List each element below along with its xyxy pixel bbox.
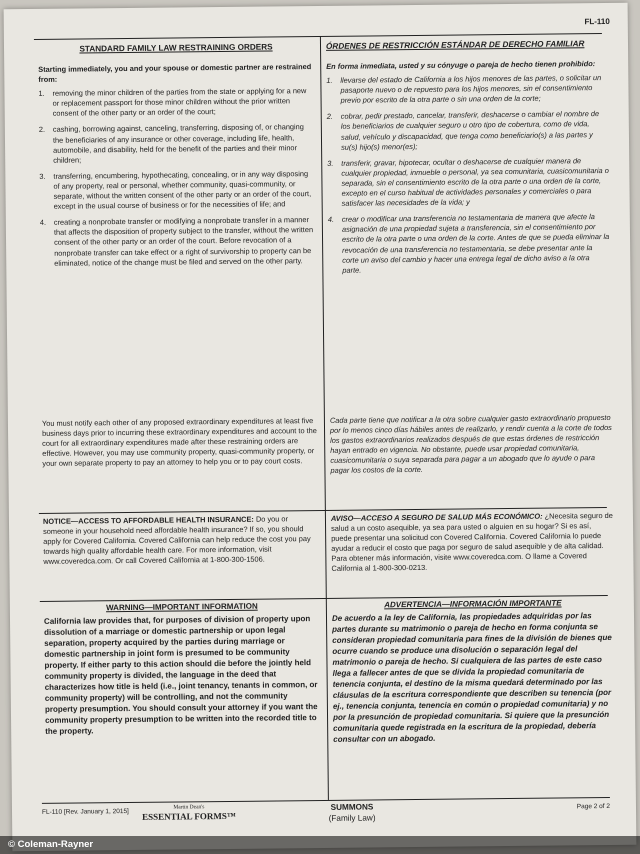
- restraining-en-item-number: 1.: [38, 89, 45, 99]
- health-en: [43, 514, 320, 567]
- restraining-es-item-text: transferir, gravar, hipotecar, ocultar o deshacerse de cualquier manera de cualquier propiedad, inmueble o personal, ya sea comunitaria, cuasicomunitaria o separada, sin el consentimiento escrito de la otra parte o una orden de la corte, excepto en el curso habitual de actividades personales y comerciales o para satisfacer las necesidades de la vida; y: [341, 156, 609, 208]
- form-page: [4, 3, 637, 851]
- photo-credit: © Coleman-Rayner: [8, 839, 94, 850]
- warning-en-text: California law provides that, for purposes of division of property upon dissolution of a marriage or domestic partnership or upon legal separation, property acquired by the parties during marriage or domestic partnership in joint form is presumed to be community property. If either party to this action should die before the jointly held community property is divided, the language in the deed that characterizes how title is held (i.e., joint tenancy, tenants in common, or community property) will be controlling, and not the community property presumption. You should consult your attorney if you want the community property presumption to be written into the recorded title to the property.: [43, 614, 318, 736]
- footer-title-block: [262, 801, 442, 825]
- restraining-es-lead: En forma inmediata, usted y su cónyuge o pareja de hecho tienen prohibido:: [326, 59, 596, 71]
- health-es: [331, 511, 614, 575]
- footer-subtitle: (Family Law): [328, 813, 376, 823]
- form-number: FL-110: [584, 16, 610, 27]
- restraining-en-item: [38, 86, 314, 119]
- restraining-en-item-number: 3.: [39, 171, 46, 181]
- restraining-en-item: [39, 123, 315, 166]
- health-en-title: NOTICE—ACCESS TO AFFORDABLE HEALTH INSURANCE:: [42, 514, 254, 526]
- essential-forms-logo: [142, 803, 236, 822]
- restraining-es-item-text: llevarse del estado de California a los hijos menores de las partes, o solicitar un pasaporte nuevo o de repuesto para los hijos menores, sin el consentimiento previo por escrito de la otra parte o sin una orden de la corte;: [340, 73, 602, 106]
- warning-es-title: ADVERTENCIA—INFORMACIÓN IMPORTANTE: [384, 598, 562, 610]
- restraining-en-lead: Starting immediately, you and your spouse or domestic partner are restrained from:: [38, 62, 312, 85]
- expenditure-notice-es-text: Cada parte tiene que notificar a la otra sobre cualquier gasto extraordinario propuesto por lo menos cinco días hábiles antes de realizarlo, y rendir cuenta a la corte de todos los gastos extraordinarios realizados después de que estas órdenes de restricción hayan entrado en vigencia. No obstante, puede usar propiedad comunitaria, cuasicomunitaria o suya separada para pagar a un abogado que lo ayude o para pagar los costos de la corte.: [329, 412, 612, 476]
- restraining-en-item-text: transferring, encumbering, hypothecating, concealing, or in any way disposing of any property, real or personal, whether community, quasi-community, or separate, without the written consent of the other party or an order of the court, except in the usual course of business or for the necessities of life; and: [53, 168, 312, 211]
- health-es-text: ¿Necesita seguro de salud a un costo asequible, ya sea para usted o alguien en su hogar? Si es así, puede presentar una solicitud con Covered California. Covered California lo puede ayudar a reducir el costo que paga por seguro de salud asequible y de alta calidad. Para obtener más información, visite www.coveredca.com. O llame a Covered California al 1-800-300-0213.: [331, 510, 613, 574]
- restraining-en-item: [39, 169, 315, 212]
- warning-es-text: De acuerdo a la ley de California, las propiedades adquiridas por las partes durante su matrimonio o pareja de hecho en forma conjunta se consideran propiedad comunitaria para fines de la división de bienes que ocurre cuando se produce una disolución o separación legal del matrimonio o pareja de hecho. Si cualquiera de las partes de este caso llega a fallecer antes de que se divida la propiedad comunitaria de tenencia conjunta, el destino de la misma quedará determinado por las cláusulas de la escritura correspondiente que describen su tenencia (por ej., tenencia conjunta, tenencia en común o propiedad comunitaria) y no por la presunción de propiedad comunitaria. Si quiere que la presunción comunitaria quede registrada en la escritura de la propiedad, debería consultar con un abogado.: [331, 611, 612, 744]
- restraining-es-item-text: cobrar, pedir prestado, cancelar, transferir, deshacerse o cambiar el nombre de los beneficiarios de cualquier seguro u otro tipo de cobertura, como de vida, salud, vehículo y discapacidad, que tenga como beneficiario(s) a las partes y su(s) hijo(s) menor(es);: [340, 109, 600, 152]
- restraining-en-item-number: 2.: [38, 125, 46, 135]
- warning-en-title: WARNING—IMPORTANT INFORMATION: [105, 601, 258, 613]
- warning-es: [332, 597, 616, 745]
- restraining-es-item: [328, 212, 611, 276]
- restraining-en-item-text: cashing, borrowing against, canceling, transferring, disposing of, or changing the beneficiaries of any insurance or other coverage, including life, health, automobile, and disability, held for the benefit of the parties and their minor children;: [52, 122, 304, 165]
- expenditure-notice-en: [42, 416, 319, 469]
- form-revision: FL-110 [Rev. January 1, 2015]: [41, 808, 129, 816]
- restraining-es-item-number: 1.: [326, 75, 333, 86]
- restraining-es-item-number: 2.: [326, 112, 333, 122]
- restraining-es-item: [326, 73, 608, 106]
- restraining-es-item: [327, 156, 610, 209]
- expenditure-notice-es: [330, 413, 613, 477]
- restraining-es-item-text: crear o modificar una transferencia no testamentaria de manera que afecte la asignación de una propiedad sujeta a transferencia, sin el consentimiento por escrito de la otra parte o una orden de la corte. Antes de que se pueda eliminar la revocación de una transferencia no testamentaria, se debe presentar ante la corte un aviso del cambio y hacer una entrega legal de dicho aviso a la otra parte.: [341, 212, 610, 275]
- footer-title: SUMMONS: [330, 802, 374, 812]
- restraining-es-item-number: 4.: [327, 215, 335, 225]
- restraining-en: [38, 42, 316, 275]
- page-number: Page 2 of 2: [576, 802, 611, 811]
- restraining-en-item-text: removing the minor children of the parties from the state or applying for a new or replacement passport for those minor children without the prior written consent of the other party or an order of the court;: [52, 86, 307, 119]
- logo-text: ESSENTIAL FORMS™: [142, 810, 236, 822]
- restraining-es: [326, 39, 610, 282]
- restraining-es-title: ÓRDENES DE RESTRICCIÓN ESTÁNDAR DE DERECHO FAMILIAR: [325, 39, 585, 51]
- logo-publisher: Martin Dean's: [173, 804, 205, 811]
- restraining-en-title: STANDARD FAMILY LAW RESTRAINING ORDERS: [79, 42, 273, 54]
- restraining-en-item-text: creating a nonprobate transfer or modifying a nonprobate transfer in a manner that affects the disposition of property subject to the transfer, without the written consent of the other party or an order of the court. Before revocation of a nonprobate transfer can take effect or a right of survivorship to property can be eliminated, notice of the change must be filed and served on the other party.: [53, 215, 314, 268]
- photo-credit-bar: [0, 836, 640, 854]
- health-es-title: AVISO—ACCESO A SEGURO DE SALUD MÁS ECONÓMICO:: [330, 511, 543, 523]
- form-footer: [42, 799, 610, 839]
- expenditure-notice-en-text: You must notify each other of any proposed extraordinary expenditures at least five business days prior to incurring these extraordinary expenditures and account to the court for all extraordinary expenditures made after these restraining orders are effective. However, you may use community property, quasi-community property, or your own separate property to pay an attorney to help you or to pay court costs.: [41, 416, 317, 469]
- warning-en: [44, 600, 321, 737]
- restraining-es-item: [327, 109, 609, 152]
- health-en-text: Do you or someone in your household need affordable health insurance? If so, you should apply for Covered California. Covered California can help reduce the cost you pay towards high quality affordable health care. For more information, visit www.coveredca.com. Or call Covered California at 1-800-300-1506.: [43, 514, 311, 567]
- restraining-en-item-number: 4.: [39, 218, 47, 228]
- restraining-es-item-number: 3.: [327, 158, 334, 168]
- restraining-en-item: [40, 215, 317, 268]
